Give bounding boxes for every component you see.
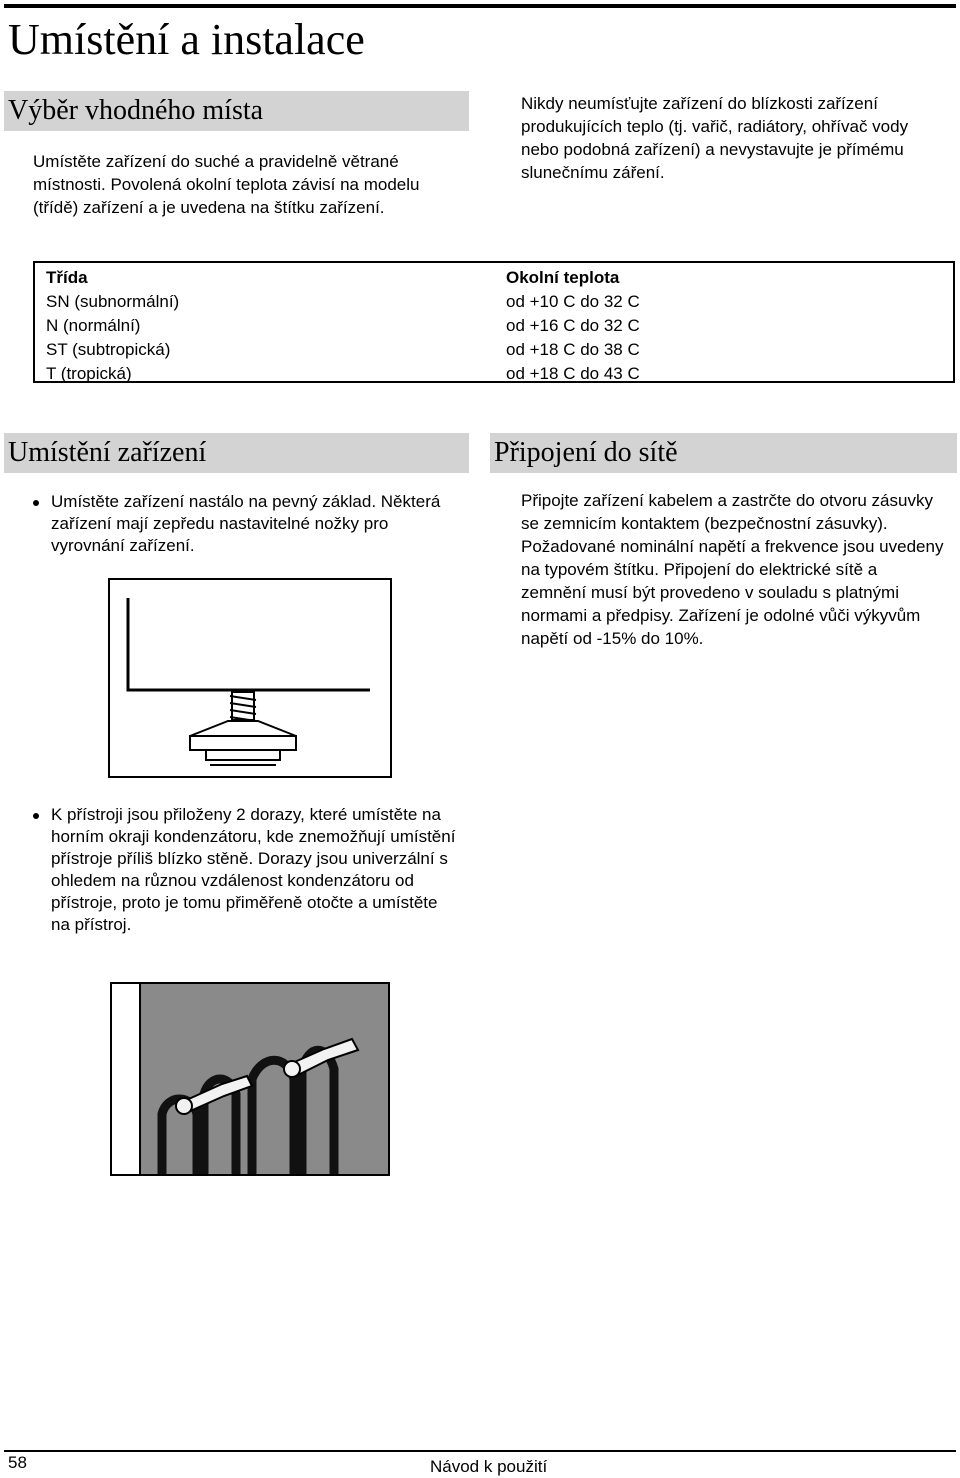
list-item: K přístroji jsou přiloženy 2 dorazy, které umístěte na horním okraji kondenzátoru, kde znemožňují umístění přístroje příliš blízko stěně. Dorazy jsou univerzální s ohledem na různou vzdálenost kondenzátoru od přístroje, proto je tomu přiměřeně otočte a umístěte na přístroj.: [33, 804, 458, 936]
placement-bullets-1: [33, 491, 458, 557]
class-column: [46, 266, 179, 386]
temperature-header: Okolní teplota: [506, 268, 620, 287]
location-paragraph: Umístěte zařízení do suché a pravidelně větrané místnosti. Povolená okolní teplota závisí na modelu (třídě) zařízení a je uvedena na štítku zařízení.: [33, 152, 420, 217]
table-cell-class: T (tropická): [46, 364, 132, 383]
table-cell-temp: od +18 C do 38 C: [506, 340, 640, 359]
heading-power: Připojení do sítě: [490, 433, 957, 473]
table-cell-class: SN (subnormální): [46, 292, 180, 311]
temperature-column: [506, 266, 640, 386]
page-title: Umístění a instalace: [8, 15, 365, 64]
footer-rule: [4, 1450, 956, 1452]
list-item: Umístěte zařízení nastálo na pevný základ. Některá zařízení mají zepředu nastavitelné nožky pro vyrovnání zařízení.: [33, 491, 458, 557]
heading-placement: Umístění zařízení: [4, 433, 469, 473]
class-header: Třída: [46, 268, 88, 287]
table-cell-temp: od +18 C do 43 C: [506, 364, 640, 383]
table-cell-temp: od +16 C do 32 C: [506, 316, 640, 335]
footer-title: Návod k použití: [430, 1457, 548, 1476]
top-rule: [4, 4, 956, 8]
table-cell-temp: od +10 C do 32 C: [506, 292, 640, 311]
adjustable-foot-figure: [108, 578, 392, 778]
heat-warning-paragraph: Nikdy neumísťujte zařízení do blízkosti zařízení produkujících teplo (tj. vařič, radiátory, ohřívač vody nebo podobná zařízení) a nevystavujte je přímému slunečnímu záření.: [521, 94, 909, 182]
power-paragraph: Připojte zařízení kabelem a zastrčte do otvoru zásuvky se zemnicím kontaktem (bezpečnostní zásuvky). Požadované nominální napětí a frekvence jsou uvedeny na typovém štítku. Připojení do elektrické sítě a zemnění musí být provedeno v souladu s platnými normami a předpisy. Zařízení je odolné vůči výkyvům napětí od -15% do 10%.: [521, 491, 944, 648]
table-cell-class: ST (subtropická): [46, 340, 171, 359]
adjustable-foot-icon: [110, 580, 390, 776]
heading-location: Výběr vhodného místa: [4, 91, 469, 131]
placement-bullets-2: [33, 804, 458, 936]
condenser-spacer-icon: [112, 984, 388, 1174]
spacer-figure: [110, 982, 390, 1176]
table-cell-class: N (normální): [46, 316, 141, 335]
climate-class-table: [33, 261, 955, 383]
page-number: 58: [8, 1453, 27, 1472]
